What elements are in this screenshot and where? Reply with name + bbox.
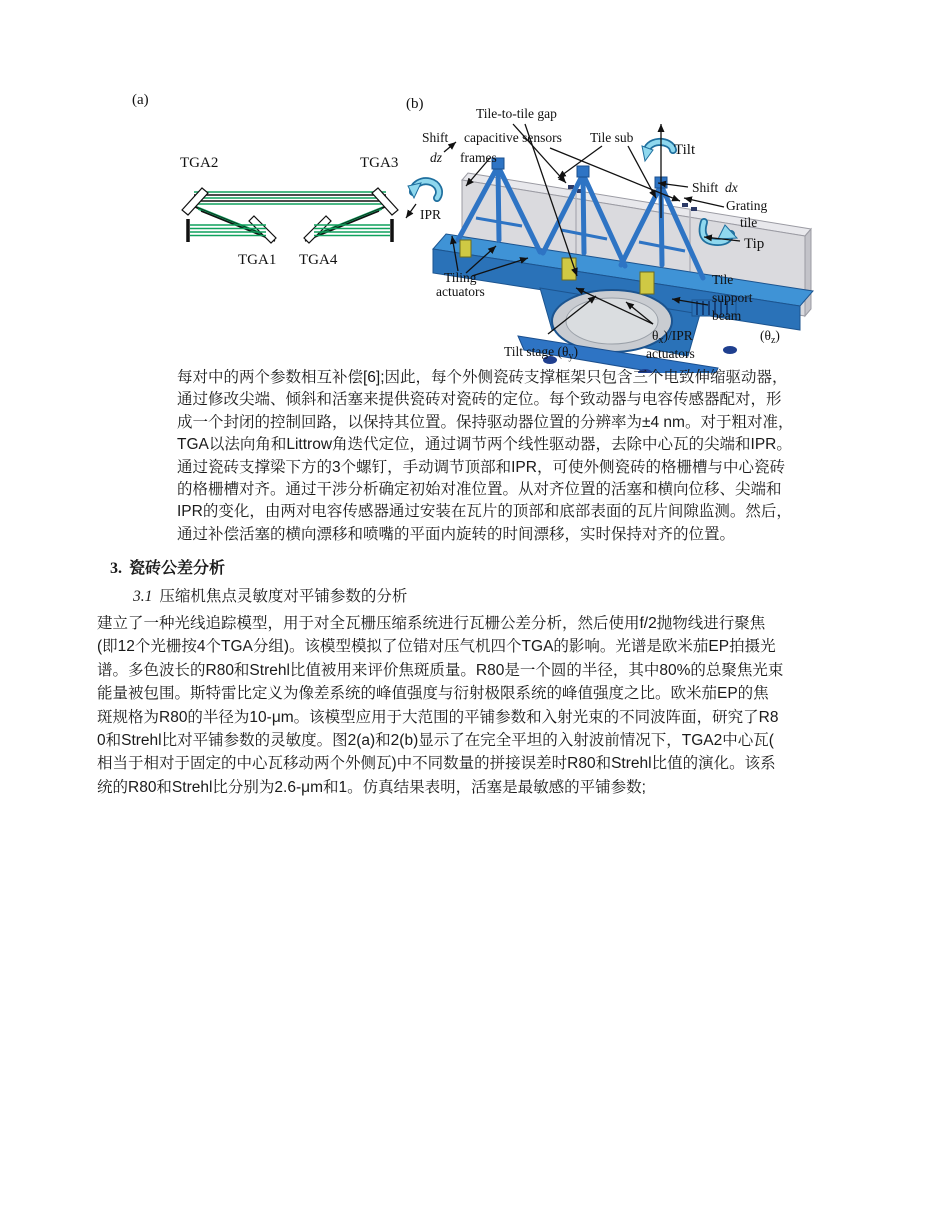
paragraph-2-line: 相当于相对于固定的中心瓦移动两个外侧瓦)中不同数量的拼接误差时R80和Strehl比值的演化。该系 xyxy=(97,755,776,773)
shift-dx-label-var: dx xyxy=(725,180,738,195)
paragraph-2-line: 能量被包围。斯特雷比定义为像差系统的峰值强度与衍射极限系统的峰值强度之比。欧米茄EP的焦 xyxy=(97,685,769,703)
theta-z-pre: (θ xyxy=(760,328,771,343)
tiling-actuators-label-2: actuators xyxy=(436,284,485,299)
paragraph-1-line: 通过修改尖端、倾斜和活塞来提供瓷砖对瓷砖的定位。每个致动器与电容传感器配对，形 xyxy=(177,391,782,409)
paragraph-1-line: 成一个封闭的控制回路，以保持其位置。保持驱动器位置的分辨率为±4 nm。对于粗对准， xyxy=(177,413,794,431)
paragraph-2-line: 斑规格为R80的半径为10-μm。该模型应用于大范围的平铺参数和入射光束的不同波阵面，研究了R8 xyxy=(97,708,779,726)
theta-x-actuators-label: actuators xyxy=(646,346,695,361)
figure-a-tga1-label: TGA1 xyxy=(238,252,277,268)
paragraph-1-line: 通过补偿活塞的横向漂移和喷嘴的平面内旋转的时间漂移，实时保持对齐的位置。 xyxy=(177,525,736,543)
shift-dx-label-word: Shift xyxy=(692,180,719,195)
grating-tile-label-1: Grating xyxy=(726,198,768,213)
figure-a-label: (a) xyxy=(132,92,149,108)
tilt-stage-label-pre: Tilt stage (θ xyxy=(504,344,569,359)
piston-actuator-2 xyxy=(640,272,654,294)
paragraph-1-line: TGA以法向角和Littrow角迭代定位，通过调节两个线性驱动器，去除中心瓦的尖端和IPR。 xyxy=(177,436,792,454)
figure-b-diagram xyxy=(400,88,830,373)
paragraph-1-line: 的格栅槽对齐。通过干涉分析确定初始对准位置。从对齐位置的活塞和横向位移、尖端和 xyxy=(177,481,782,499)
paragraph-2 xyxy=(97,612,860,799)
paragraph-1 xyxy=(177,367,832,546)
piston-actuator-1 xyxy=(562,258,576,280)
frames-label: frames xyxy=(460,150,497,165)
theta-x-sub: x xyxy=(658,335,664,346)
section-number: 3. xyxy=(110,560,122,577)
top-beam-band xyxy=(194,192,386,204)
ipr-rotation-icon xyxy=(408,181,439,198)
tile-support-beam-label-1: Tile xyxy=(712,272,734,287)
figure-a-tga2-label: TGA2 xyxy=(180,155,219,171)
figure-b-label: (b) xyxy=(406,96,424,112)
shift-dz-label-var: dz xyxy=(430,150,443,165)
subsection-number: 3.1 xyxy=(133,588,153,605)
paragraph-1-line: 每对中的两个参数相互补偿[6];因此，每个外侧瓷砖支撑框架只包含三个电致伸缩驱动器， xyxy=(177,369,788,386)
tilt-label: Tilt xyxy=(674,142,696,158)
theta-z-sub: z xyxy=(770,335,776,346)
base-foot xyxy=(723,346,737,354)
theta-z-post: ) xyxy=(775,328,780,343)
tile-to-tile-gap-label: Tile-to-tile gap xyxy=(476,106,557,121)
tip-label: Tip xyxy=(744,236,765,252)
tilt-stage-label xyxy=(504,344,578,362)
paragraph-2-line: 0和Strehl比对平铺参数的灵敏度。图2(a)和2(b)显示了在完全平坦的入射波前情况下，TGA2中心瓦( xyxy=(97,732,774,750)
paragraph-1-line: 通过瓷砖支撑梁下方的3个螺钉，手动调节顶部和IPR，可使外侧瓷砖的格栅槽与中心瓷砖 xyxy=(177,458,785,476)
grating-tile-side-face xyxy=(805,229,811,316)
theta-x-pre: θ xyxy=(652,328,659,343)
shift-dz-label-word: Shift xyxy=(422,130,449,145)
section-heading xyxy=(110,555,225,578)
figure-a-tga4-label: TGA4 xyxy=(299,252,338,268)
subsection-title: 压缩机焦点灵敏度对平铺参数的分析 xyxy=(159,588,408,605)
tile-sub-label: Tile sub xyxy=(590,130,634,145)
tilt-stage-label-post: ) xyxy=(573,344,578,359)
paragraph-2-line: 建立了一种光线追踪模型，用于对全瓦栅压缩系统进行瓦栅公差分析，然后使用f/2抛物线进行聚焦 xyxy=(97,615,766,632)
ipr-label: IPR xyxy=(420,207,442,222)
tiling-actuators-label-1: Tiling xyxy=(444,270,477,285)
theta-z-label xyxy=(760,328,780,346)
paragraph-2-line: 谱。多色波长的R80和Strehl比值被用来评价焦斑质量。R80是一个圆的半径，其中80%的总聚焦光束 xyxy=(97,661,784,679)
tile-support-beam-label-2: support xyxy=(712,290,753,305)
capacitive-sensors-label: capacitive sensors xyxy=(464,130,562,145)
tilt-rotation-icon xyxy=(642,142,673,161)
section-title: 瓷砖公差分析 xyxy=(129,560,226,577)
subsection-heading xyxy=(133,584,407,606)
piston-actuator-3 xyxy=(460,240,471,257)
tile-support-beam-label-3: beam xyxy=(712,308,742,323)
grating-tile-label-2: tile xyxy=(740,215,758,230)
theta-x-post: )/IPR xyxy=(663,328,693,343)
figure-a-diagram xyxy=(120,88,420,313)
paragraph-1-line: IPR的变化，由两对电容传感器通过安装在瓦片的顶部和底部表面的瓦片间隙监测。然后， xyxy=(177,503,792,521)
paragraph-2-line: 统的R80和Strehl比分别为2.6-μm和1。仿真结果表明，活塞是最敏感的平铺参数; xyxy=(97,778,646,796)
tilt-stage-label-sub: y xyxy=(568,351,574,362)
paragraph-2-line: (即12个光栅按4个TGA分组)。该模型模拟了位错对压气机四个TGA的影响。光谱是欧米茄EP拍摄光 xyxy=(97,638,776,656)
figure-a-tga3-label: TGA3 xyxy=(360,155,399,171)
